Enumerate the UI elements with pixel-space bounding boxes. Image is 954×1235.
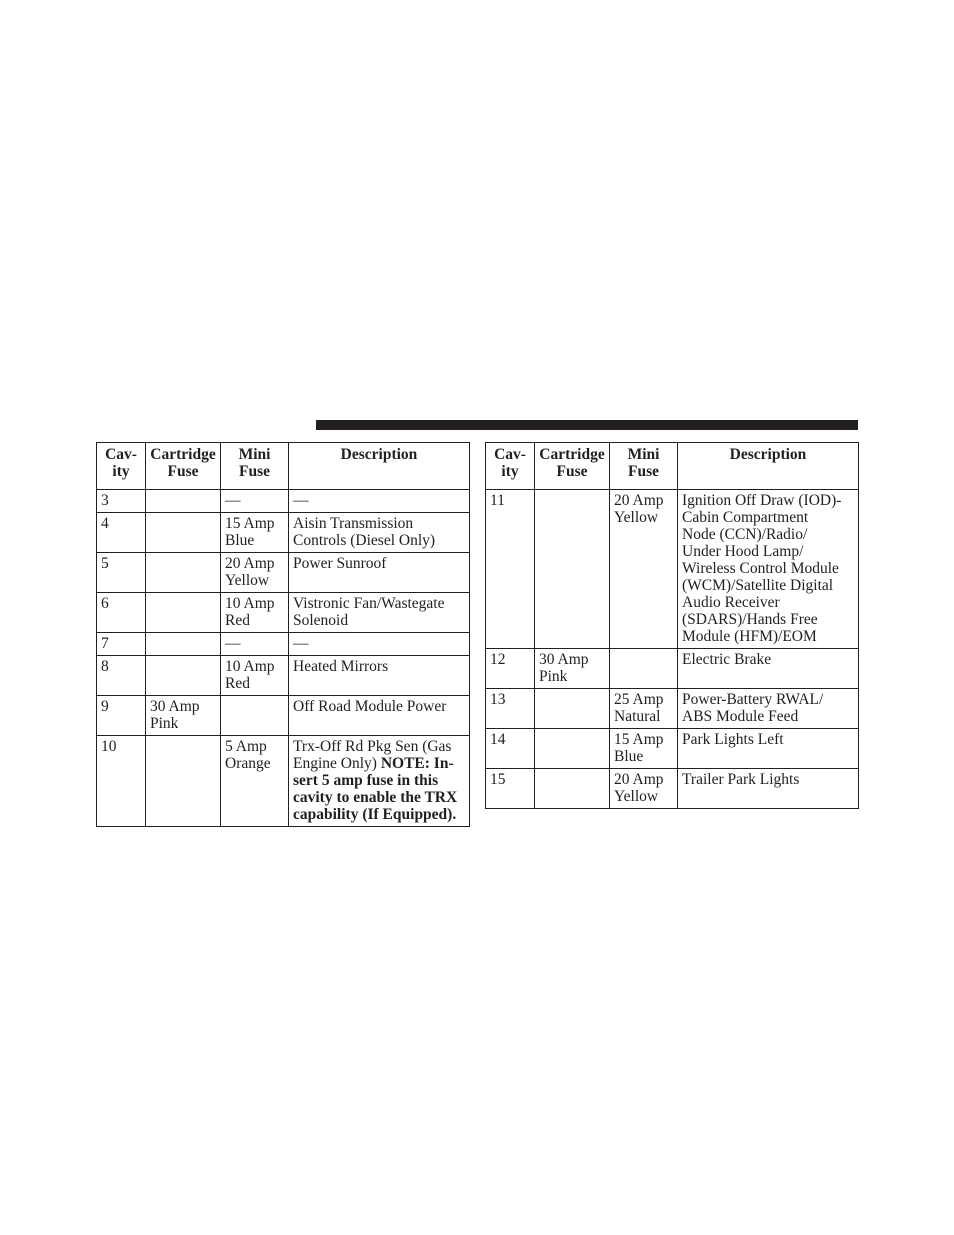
fuse-table-left <box>96 442 470 827</box>
cell-cartridge <box>535 769 610 809</box>
header-cartridge-fuse: Cartridge Fuse <box>535 443 610 490</box>
mini-text: — <box>225 492 241 509</box>
cell-cavity <box>97 656 146 696</box>
cavity-text: 14 <box>490 731 506 748</box>
table-row <box>97 656 470 696</box>
table-row <box>486 689 859 729</box>
mini-text: 10 Amp Red <box>225 595 275 629</box>
cell-cartridge <box>146 633 221 656</box>
cell-cartridge <box>535 689 610 729</box>
mini-text: — <box>225 635 241 652</box>
cell-cartridge <box>146 656 221 696</box>
cavity-text: 9 <box>101 698 109 715</box>
cell-cavity <box>97 593 146 633</box>
table-row <box>97 593 470 633</box>
cell-cartridge <box>146 490 221 513</box>
cell-description <box>678 729 859 769</box>
table-row <box>97 513 470 553</box>
description-text: Park Lights Left <box>682 731 784 748</box>
table-row <box>486 769 859 809</box>
cell-mini <box>610 729 678 769</box>
header-mini-fuse: Mini Fuse <box>221 443 289 490</box>
description-text: Electric Brake <box>682 651 772 668</box>
header-cavity: Cav- ity <box>97 443 146 490</box>
cell-cavity <box>486 769 535 809</box>
cell-description <box>289 633 470 656</box>
description-text: Vistronic Fan/Wastegate Solenoid <box>293 595 445 629</box>
description-text: Heated Mirrors <box>293 658 389 675</box>
cell-mini <box>610 689 678 729</box>
cavity-text: 3 <box>101 492 109 509</box>
cell-description <box>678 689 859 729</box>
mini-text: 25 Amp Natural <box>614 691 664 725</box>
mini-text: 20 Amp Yellow <box>614 492 664 526</box>
table-row <box>97 490 470 513</box>
cell-mini <box>221 656 289 696</box>
cell-cavity <box>97 553 146 593</box>
cavity-text: 7 <box>101 635 109 652</box>
cell-cartridge <box>146 553 221 593</box>
cell-mini <box>221 593 289 633</box>
cavity-text: 6 <box>101 595 109 612</box>
description-text: Off Road Module Power <box>293 698 447 715</box>
cell-cavity <box>486 649 535 689</box>
cell-cavity <box>97 513 146 553</box>
description-text: — <box>293 492 309 509</box>
cell-cartridge <box>146 696 221 736</box>
cell-cartridge <box>535 490 610 649</box>
cell-description <box>678 649 859 689</box>
mini-text: 10 Amp Red <box>225 658 275 692</box>
header-cartridge-fuse: Cartridge Fuse <box>146 443 221 490</box>
header-description: Description <box>289 443 470 490</box>
table-row <box>97 736 470 827</box>
table-row <box>486 490 859 649</box>
table-header-row <box>97 443 470 490</box>
cell-mini <box>221 696 289 736</box>
header-cavity: Cav- ity <box>486 443 535 490</box>
cell-mini <box>221 490 289 513</box>
cell-description <box>289 490 470 513</box>
description-text: Trx-Off Rd Pkg Sen (Gas Engine Only) <box>293 738 452 772</box>
cavity-text: 12 <box>490 651 506 668</box>
table-row <box>486 649 859 689</box>
table-row <box>97 696 470 736</box>
cell-mini <box>221 633 289 656</box>
cell-description <box>289 593 470 633</box>
mini-text: 5 Amp Orange <box>225 738 271 772</box>
table-row <box>97 633 470 656</box>
cell-mini <box>610 490 678 649</box>
cell-cartridge <box>146 513 221 553</box>
cartridge-text: 30 Amp Pink <box>539 651 589 685</box>
cell-cavity <box>97 633 146 656</box>
cavity-text: 8 <box>101 658 109 675</box>
table-body-left <box>97 490 470 827</box>
description-text: Power Sunroof <box>293 555 387 572</box>
cell-cavity <box>486 490 535 649</box>
cell-description <box>289 696 470 736</box>
table-header-row <box>486 443 859 490</box>
table-row <box>486 729 859 769</box>
cavity-text: 11 <box>490 492 505 509</box>
cell-description <box>289 553 470 593</box>
cell-cartridge <box>535 729 610 769</box>
description-text: Trailer Park Lights <box>682 771 800 788</box>
cell-mini <box>221 513 289 553</box>
table-body-right <box>486 490 859 809</box>
description-text: Aisin Transmission Controls (Diesel Only) <box>293 515 436 549</box>
mini-text: 20 Amp Yellow <box>225 555 275 589</box>
table-row <box>97 553 470 593</box>
header-description: Description <box>678 443 859 490</box>
cavity-text: 15 <box>490 771 506 788</box>
cell-mini <box>221 553 289 593</box>
note-text: NOTE: In- sert 5 amp fuse in this cavity to enable the TRX capability (If Equipped). <box>293 755 458 823</box>
section-header-bar <box>316 420 858 430</box>
cell-cavity <box>486 689 535 729</box>
cell-cavity <box>97 736 146 827</box>
mini-text: 15 Amp Blue <box>225 515 275 549</box>
cell-description <box>289 656 470 696</box>
cell-description <box>678 490 859 649</box>
description-text: Ignition Off Draw (IOD)- Cabin Compartment Node (CCN)/Radio/ Under Hood Lamp/ Wireless Control Module (WCM)/Satellite Digital Audio Receiver (SDARS)/Hands Free Module (HFM)/EOM <box>682 492 842 645</box>
cell-mini <box>221 736 289 827</box>
mini-text: 15 Amp Blue <box>614 731 664 765</box>
cell-cartridge <box>146 593 221 633</box>
mini-text: 20 Amp Yellow <box>614 771 664 805</box>
description-text: Power-Battery RWAL/ ABS Module Feed <box>682 691 824 725</box>
cavity-text: 4 <box>101 515 109 532</box>
cavity-text: 5 <box>101 555 109 572</box>
cell-cavity <box>486 729 535 769</box>
cell-cavity <box>97 696 146 736</box>
cavity-text: 13 <box>490 691 506 708</box>
cavity-text: 10 <box>101 738 117 755</box>
cell-mini <box>610 649 678 689</box>
cell-cartridge <box>535 649 610 689</box>
header-mini-fuse: Mini Fuse <box>610 443 678 490</box>
cartridge-text: 30 Amp Pink <box>150 698 200 732</box>
cell-cavity <box>97 490 146 513</box>
cell-description <box>289 513 470 553</box>
cell-cartridge <box>146 736 221 827</box>
cell-description <box>678 769 859 809</box>
cell-description <box>289 736 470 827</box>
cell-mini <box>610 769 678 809</box>
description-text: — <box>293 635 309 652</box>
fuse-table-right <box>485 442 859 809</box>
